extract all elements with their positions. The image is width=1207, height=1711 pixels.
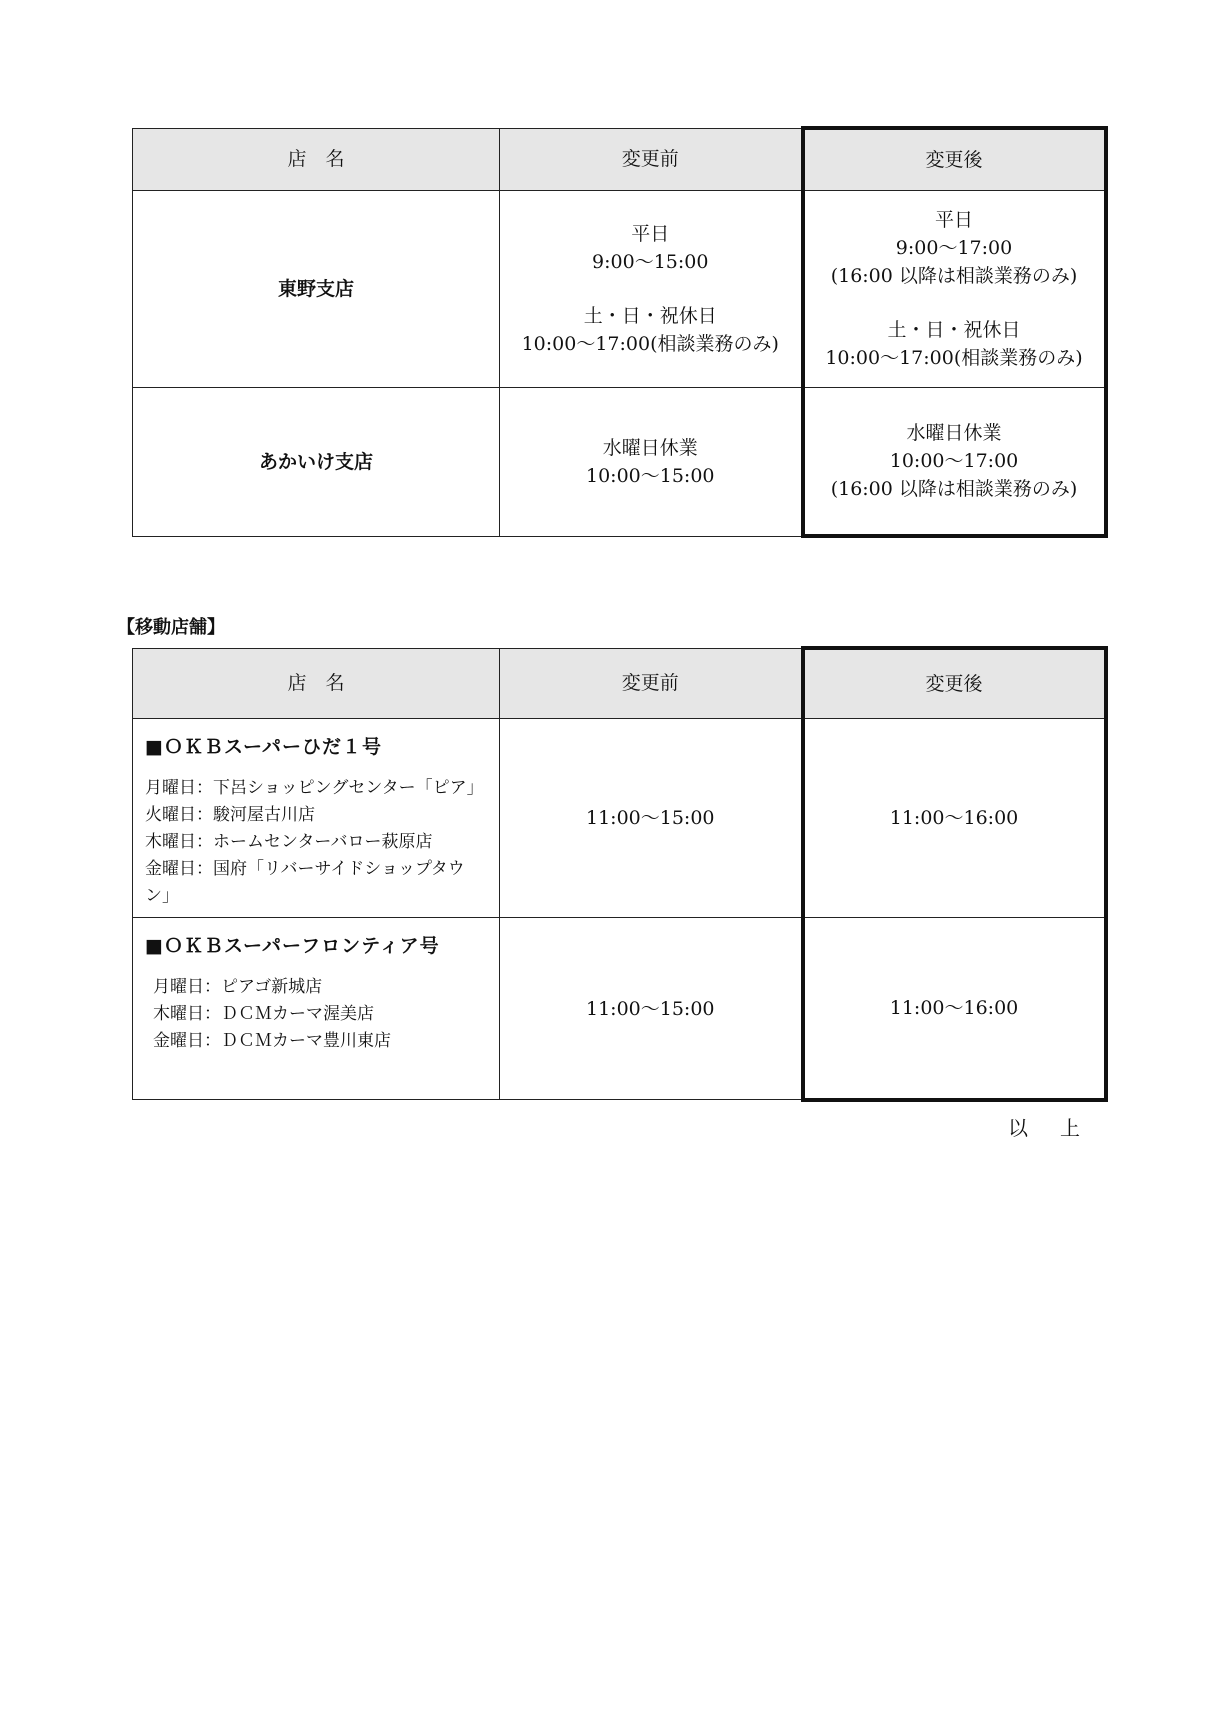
mobile-store-name: ■ＯＫＢスーパーフロンティア号 bbox=[145, 935, 440, 957]
hours-line: 10:00～15:00 bbox=[585, 464, 715, 487]
hours-line: 平日 bbox=[631, 223, 670, 245]
hours-line: 土・日・祝休日 bbox=[583, 305, 717, 327]
hours-line: 水曜日休業 bbox=[602, 436, 698, 459]
hours-line: 9:00～15:00 bbox=[592, 251, 709, 273]
header-before: 変更前 bbox=[500, 128, 803, 191]
hours-before bbox=[500, 388, 803, 537]
hours-before: 11:00～15:00 bbox=[500, 918, 803, 1100]
hours-after: 11:00～16:00 bbox=[803, 918, 1106, 1100]
stop-line: 木曜日：ＤＣＭカーマ渥美店 bbox=[153, 1004, 374, 1024]
hours-after bbox=[803, 191, 1106, 388]
hours-after: 11:00～16:00 bbox=[803, 719, 1106, 918]
store-name: あかいけ支店 bbox=[133, 388, 500, 537]
header-store-name: 店 名 bbox=[133, 648, 500, 719]
table-row bbox=[133, 719, 1106, 918]
stop-line: 月曜日：下呂ショッピングセンター「ピア」 bbox=[145, 778, 484, 798]
stop-line: 金曜日：ＤＣＭカーマ豊川東店 bbox=[153, 1031, 391, 1051]
store-name: 東野支店 bbox=[133, 191, 500, 388]
stop-line: 金曜日：国府「リバーサイドショップタウン」 bbox=[145, 859, 465, 906]
stop-line: 月曜日：ピアゴ新城店 bbox=[153, 977, 323, 997]
hours-line: (16:00 以降は相談業務のみ) bbox=[830, 478, 1078, 500]
mobile-store-name: ■ＯＫＢスーパーひだ１号 bbox=[145, 736, 383, 758]
branch-hours-table bbox=[132, 126, 1108, 538]
hours-before bbox=[500, 191, 803, 388]
hours-line: 水曜日休業 bbox=[906, 422, 1002, 444]
hours-line: 土・日・祝休日 bbox=[887, 319, 1021, 341]
hours-after bbox=[803, 388, 1106, 537]
table-row bbox=[133, 388, 1106, 537]
mobile-store-cell bbox=[133, 719, 500, 918]
header-before: 変更前 bbox=[500, 648, 803, 719]
hours-line: (16:00 以降は相談業務のみ) bbox=[830, 265, 1078, 287]
hours-line: 10:00～17:00(相談業務のみ) bbox=[521, 333, 779, 355]
table-row bbox=[133, 191, 1106, 388]
table-row bbox=[133, 918, 1106, 1100]
hours-before: 11:00～15:00 bbox=[500, 719, 803, 918]
header-after: 変更後 bbox=[803, 128, 1106, 191]
stop-line: 木曜日：ホームセンターバロー萩原店 bbox=[145, 832, 433, 852]
stop-line: 火曜日：駿河屋古川店 bbox=[145, 805, 315, 825]
header-after: 変更後 bbox=[803, 648, 1106, 719]
hours-line: 平日 bbox=[934, 209, 973, 231]
hours-line: 9:00～17:00 bbox=[895, 237, 1013, 259]
section-title: 【移動店舗】 bbox=[117, 617, 225, 638]
closing-text: 以 上 bbox=[1008, 1116, 1086, 1140]
hours-line: 10:00～17:00(相談業務のみ) bbox=[825, 347, 1083, 369]
hours-line: 10:00～17:00 bbox=[889, 450, 1019, 472]
header-store-name: 店 名 bbox=[133, 128, 500, 191]
mobile-store-table bbox=[132, 646, 1108, 1102]
mobile-store-cell bbox=[133, 918, 500, 1100]
